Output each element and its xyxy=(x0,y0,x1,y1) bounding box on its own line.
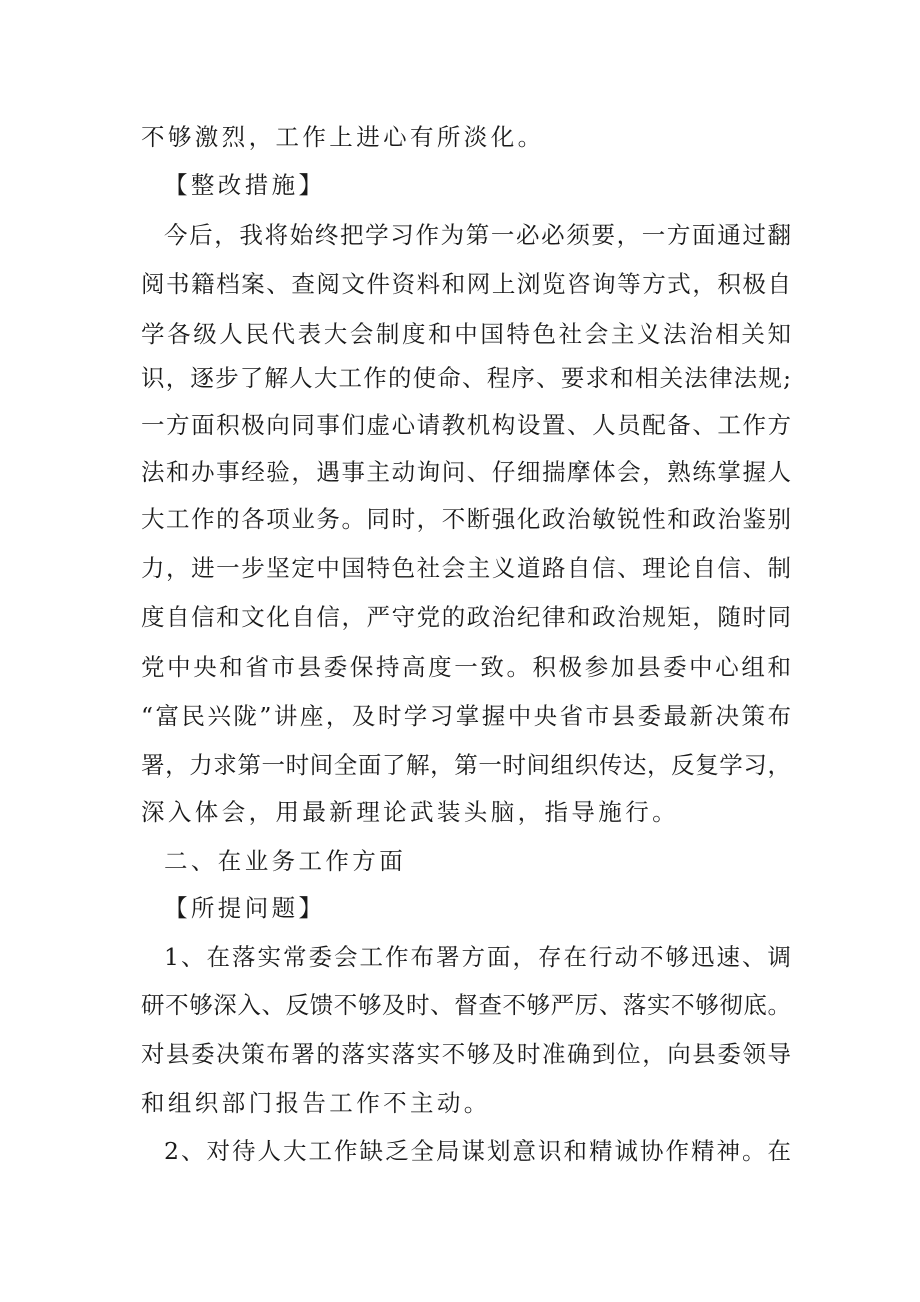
paragraph-line: 党中央和省市县委保持高度一致。积极参加县委中心组和 xyxy=(141,653,791,681)
section-heading-issues: 【所提问题】 xyxy=(164,894,326,922)
paragraph-line: 深入体会，用最新理论武装头脑，指导施行。 xyxy=(141,798,679,826)
paragraph-line: 一方面积极向同事们虚心请教机构设置、人员配备、工作方 xyxy=(141,411,791,439)
section-heading-rectification: 【整改措施】 xyxy=(164,171,326,199)
paragraph-line: 署，力求第一时间全面了解，第一时间组织传达，反复学习， xyxy=(141,751,791,779)
paragraph-line: 阅书籍档案、查阅文件资料和网上浏览咨询等方式，积极自 xyxy=(141,270,791,298)
paragraph-line: 不够激烈，工作上进心有所淡化。 xyxy=(141,123,545,151)
paragraph-line: 1、在落实常委会工作布署方面，存在行动不够迅速、调 xyxy=(164,943,791,971)
section-heading-business-work: 二、在业务工作方面 xyxy=(164,847,407,875)
paragraph-line: “富民兴陇”讲座，及时学习掌握中央省市县委最新决策布 xyxy=(141,702,791,730)
paragraph-line: 识，逐步了解人大工作的使命、程序、要求和相关法律法规; xyxy=(141,364,791,392)
paragraph-line: 大工作的各项业务。同时，不断强化政治敏锐性和政治鉴别 xyxy=(141,505,791,533)
paragraph-line: 研不够深入、反馈不够及时、督查不够严厉、落实不够彻底。 xyxy=(141,991,791,1019)
paragraph-line: 对县委决策布署的落实落实不够及时准确到位，向县委领导 xyxy=(141,1040,791,1068)
paragraph-line: 力，进一步坚定中国特色社会主义道路自信、理论自信、制 xyxy=(141,554,791,582)
paragraph-line: 今后，我将始终把学习作为第一必必须要，一方面通过翻 xyxy=(164,221,791,249)
paragraph-line: 法和办事经验，遇事主动询问、仔细揣摩体会，熟练掌握人 xyxy=(141,458,791,486)
paragraph-line: 2、对待人大工作缺乏全局谋划意识和精诚协作精神。在 xyxy=(164,1137,791,1165)
paragraph-line: 和组织部门报告工作不主动。 xyxy=(141,1089,491,1117)
paragraph-line: 学各级人民代表大会制度和中国特色社会主义法治相关知 xyxy=(141,320,791,348)
paragraph-line: 度自信和文化自信，严守党的政治纪律和政治规矩，随时同 xyxy=(141,603,791,631)
